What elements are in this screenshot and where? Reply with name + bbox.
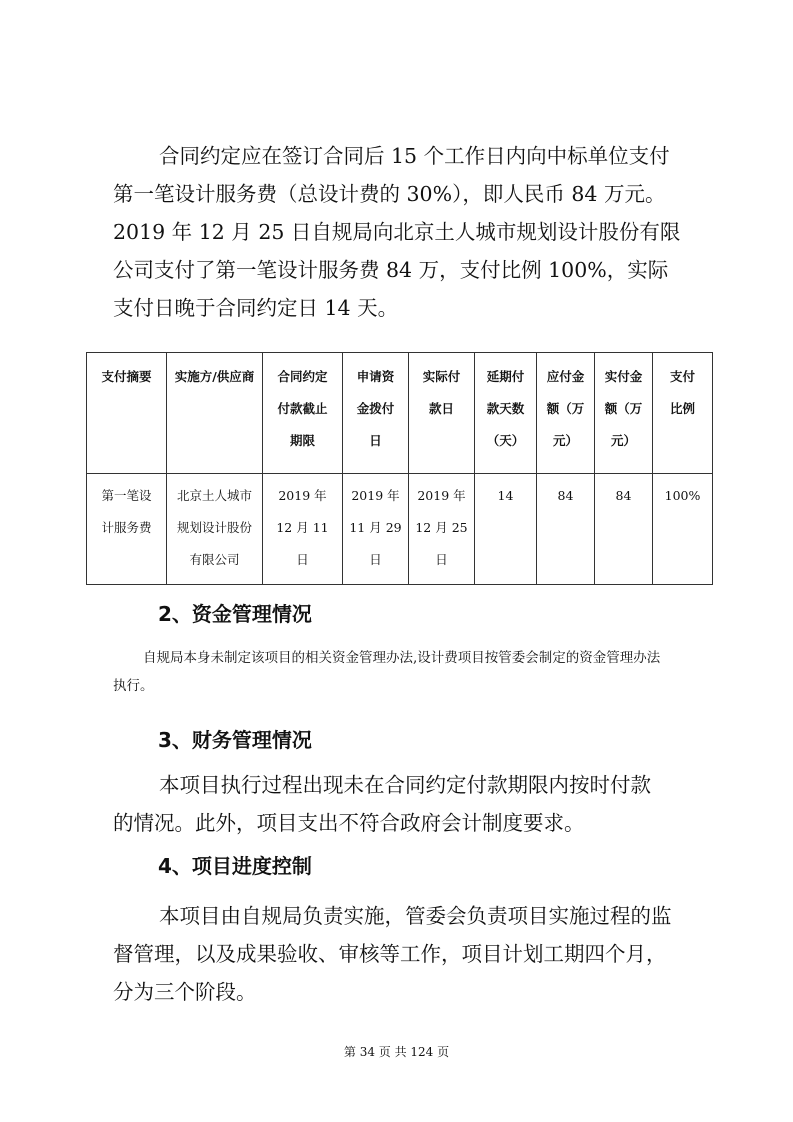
header-cell: 应付金 额（万 元） xyxy=(537,353,595,474)
header-cell: 实施方/供应商 xyxy=(167,353,263,474)
table-cell: 第一笔设 计服务费 xyxy=(87,474,167,585)
paragraph-line: 2019 年 12 月 25 日自规局向北京土人城市规划设计股份有限 xyxy=(113,220,681,244)
paragraph-line: 第一笔设计服务费（总设计费的 30%），即人民币 84 万元。 xyxy=(113,182,666,206)
table-row xyxy=(87,474,713,585)
paragraph-line: 执行。 xyxy=(113,678,154,694)
table-cell: 2019 年 12 月 11 日 xyxy=(263,474,343,585)
table-cell: 84 xyxy=(595,474,653,585)
payment-table xyxy=(86,352,713,585)
header-cell: 申请资 金拨付 日 xyxy=(343,353,409,474)
header-cell: 支付 比例 xyxy=(653,353,713,474)
paragraph-line: 本项目由自规局负责实施，管委会负责项目实施过程的监 xyxy=(159,904,672,928)
table-header-row xyxy=(87,353,713,474)
paragraph-line: 支付日晚于合同约定日 14 天。 xyxy=(113,296,399,320)
fund-management-paragraph xyxy=(113,644,703,700)
section-heading-progress-control: 4、项目进度控制 xyxy=(158,854,312,878)
section-heading-financial-management: 3、财务管理情况 xyxy=(158,728,312,752)
header-cell: 合同约定 付款截止 期限 xyxy=(263,353,343,474)
table-cell: 84 xyxy=(537,474,595,585)
header-cell: 实际付 款日 xyxy=(409,353,475,474)
page-number: 第 34 页 共 124 页 xyxy=(343,1045,450,1059)
header-cell: 支付摘要 xyxy=(87,353,167,474)
header-cell: 延期付 款天数 （天） xyxy=(475,353,537,474)
table-cell: 100% xyxy=(653,474,713,585)
table-cell: 14 xyxy=(475,474,537,585)
progress-control-paragraph xyxy=(113,897,693,1011)
paragraph-line: 的情况。此外，项目支出不符合政府会计制度要求。 xyxy=(113,811,585,835)
paragraph-line: 本项目执行过程出现未在合同约定付款期限内按时付款 xyxy=(159,773,651,797)
paragraph-line: 分为三个阶段。 xyxy=(113,980,257,1004)
contract-payment-paragraph xyxy=(113,137,693,327)
table-cell: 2019 年 12 月 25 日 xyxy=(409,474,475,585)
section-heading-fund-management: 2、资金管理情况 xyxy=(158,602,312,626)
paragraph-line: 自规局本身未制定该项目的相关资金管理办法,设计费项目按管委会制定的资金管理办法 xyxy=(143,650,661,666)
paragraph-line: 公司支付了第一笔设计服务费 84 万，支付比例 100%，实际 xyxy=(113,258,669,282)
table-cell: 北京土人城市 规划设计股份 有限公司 xyxy=(167,474,263,585)
table-cell: 2019 年 11 月 29 日 xyxy=(343,474,409,585)
header-cell: 实付金 额（万 元） xyxy=(595,353,653,474)
paragraph-line: 合同约定应在签订合同后 15 个工作日内向中标单位支付 xyxy=(159,144,670,168)
paragraph-line: 督管理，以及成果验收、审核等工作，项目计划工期四个月， xyxy=(113,942,667,966)
financial-management-paragraph xyxy=(113,766,693,842)
